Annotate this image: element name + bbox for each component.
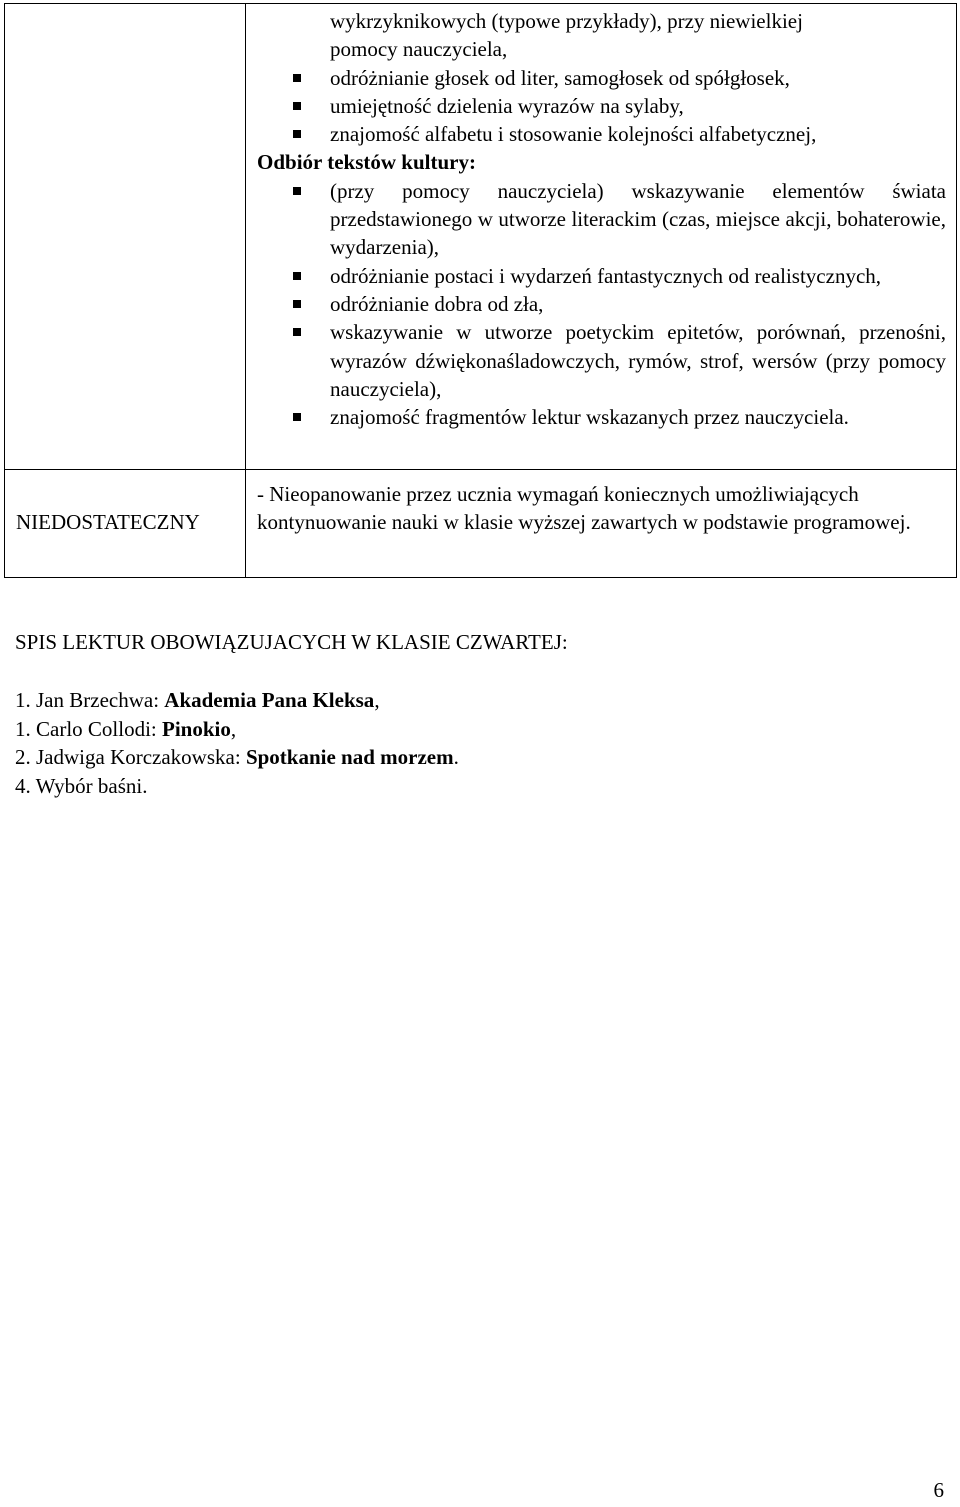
item-title: Spotkanie nad morzem bbox=[245, 745, 454, 769]
reading-list bbox=[15, 686, 459, 800]
list-item bbox=[15, 772, 459, 801]
list-item bbox=[15, 686, 459, 715]
item-title: Akademia Pana Kleksa bbox=[164, 688, 375, 712]
grade-label-cell bbox=[5, 470, 246, 578]
item-number: 1. bbox=[15, 688, 31, 712]
bullet-list-culture bbox=[257, 177, 946, 432]
requirements-cell bbox=[246, 4, 957, 470]
item-suffix: , bbox=[374, 688, 380, 712]
list-item bbox=[15, 715, 459, 744]
continuation-line: wykrzyknikowych (typowe przykłady), przy niewielkiej bbox=[330, 9, 803, 33]
section-heading: Odbiór tekstów kultury: bbox=[257, 150, 476, 175]
item-author: Carlo Collodi: bbox=[36, 716, 157, 741]
item-author: Jadwiga Korczakowska: bbox=[36, 745, 241, 769]
grade-row-bottom bbox=[5, 470, 957, 578]
item-title: Pinokio bbox=[162, 716, 231, 741]
page-number: 6 bbox=[933, 1478, 944, 1502]
bullet-list-language bbox=[257, 64, 946, 149]
reading-list-title: SPIS LEKTUR OBOWIĄZUJACYCH W KLASIE CZWARTEJ: bbox=[15, 630, 568, 654]
grade-row-top bbox=[5, 4, 957, 470]
item-number: 1. bbox=[15, 716, 31, 741]
item-number: 2. bbox=[15, 745, 31, 769]
list-item: odróżnianie postaci i wydarzeń fantastycznych od realistycznych, bbox=[257, 262, 946, 290]
grade-description: - Nieopanowanie przez ucznia wymagań koniecznych umożliwiających kontynuowanie nauki w klasie wyższej zawartych w podstawie programowej. bbox=[257, 482, 911, 535]
list-item: wskazywanie w utworze poetyckim epitetów, porównań, przenośni, wyrazów dźwiękonaśladowczych, rymów, strof, wersów (przy pomocy nauczyciela), bbox=[257, 318, 946, 403]
item-suffix: , bbox=[230, 716, 237, 741]
item-author: Jan Brzechwa: bbox=[36, 688, 160, 712]
list-item: (przy pomocy nauczyciela) wskazywanie elementów świata przedstawionego w utworze literackim (czas, miejsce akcji, bohaterowie, wydarzenia), bbox=[257, 177, 946, 262]
continuation-line: pomocy nauczyciela, bbox=[330, 37, 508, 62]
list-item bbox=[15, 743, 459, 772]
list-item: odróżnianie dobra od zła, bbox=[257, 290, 946, 318]
item-number: 4. bbox=[15, 773, 31, 798]
list-item: umiejętność dzielenia wyrazów na sylaby, bbox=[257, 92, 946, 120]
grade-description-cell bbox=[246, 470, 957, 578]
grade-label-cell-empty bbox=[5, 4, 246, 470]
list-item: odróżnianie głosek od liter, samogłosek od spółgłosek, bbox=[257, 64, 946, 92]
item-author: Wybór baśni. bbox=[35, 773, 148, 798]
item-suffix: . bbox=[453, 745, 459, 769]
grade-label: NIEDOSTATECZNY bbox=[16, 509, 200, 534]
list-item: znajomość fragmentów lektur wskazanych przez nauczyciela. bbox=[257, 403, 946, 431]
list-item: znajomość alfabetu i stosowanie kolejności alfabetycznej, bbox=[257, 120, 946, 148]
grading-table bbox=[4, 3, 957, 578]
